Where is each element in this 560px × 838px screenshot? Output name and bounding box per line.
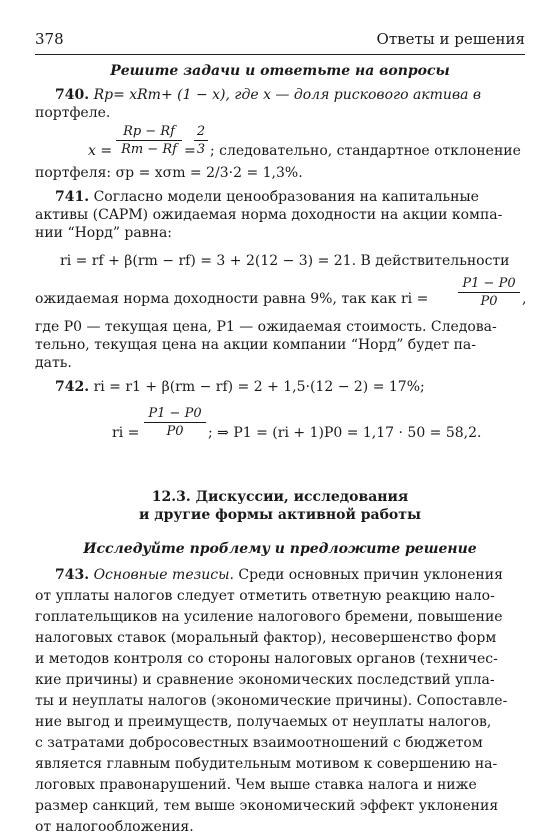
formula-x-fraction [116, 124, 182, 157]
problem-741-label: 741. [55, 189, 90, 205]
problem-740-line2: портфеле. [35, 105, 111, 121]
page-header [35, 30, 525, 50]
problem-741-comma: , [522, 291, 527, 307]
problem-743-line: и методов контроля со стороны налоговых органов (техничес- [35, 651, 498, 667]
problem-740-line3: ; следовательно, стандартное отклонение [210, 143, 521, 159]
problem-741-line7: тельно, текущая цена на акции компании “Норд” будет па- [35, 337, 476, 353]
running-title: Ответы и решения [376, 30, 525, 48]
formula-equals: = [184, 143, 196, 159]
problem-743-line: от уплаты налогов следует отметить ответную реакцию нало- [35, 588, 495, 604]
problem-741-line6: где P0 — текущая цена, P1 — ожидаемая стоимость. Следова- [35, 319, 497, 335]
problem-743-line1: 743. Основные тезисы. Среди основных причин уклонения [55, 567, 503, 583]
problem-741-line1: 741. Согласно модели ценообразования на капитальные [55, 189, 479, 205]
problem-743-line: ние выгод и преимуществ, получаемых от неуплаты налогов, [35, 714, 492, 730]
problem-743-lead: Основные тезисы. [93, 567, 234, 583]
problem-742-line1: 742. ri = r1 + β(rm − rf) = 2 + 1,5·(12 − 2) = 17%; [55, 379, 425, 395]
problem-743-line: налоговых ставок (моральный фактор), несовершенство форм [35, 630, 497, 646]
problem-743-line: кие причины) и сравнение экономических последствий упла- [35, 672, 495, 688]
subsection-title-line2: и другие формы активной работы [139, 507, 421, 523]
subsection-title-line1: 12.3. Дискуссии, исследования [151, 489, 409, 505]
problem-743-line: логовых правонарушений. Чем выше ставка налога и ниже [35, 777, 477, 793]
problem-740-text: Rp= xRm+ (1 − x), где x — доля рискового актива в [93, 87, 482, 103]
formula-two-thirds: 2 3 [194, 124, 208, 157]
problem-742-label: 742. [55, 379, 90, 395]
problem-742-lhs: ri = [112, 425, 140, 441]
section-heading: Решите задачи и ответьте на вопросы [110, 63, 450, 79]
problem-741-line8: дать. [35, 355, 72, 371]
problem-740-line1 [35, 86, 525, 104]
problem-743-line: размер санкций, тем выше экономический эффект уклонения [35, 798, 499, 814]
problem-743-label: 743. [55, 567, 90, 583]
problem-740-label: 740. [55, 87, 90, 103]
page-number: 378 [35, 30, 64, 48]
subheading: Исследуйте проблему и предложите решение [83, 541, 477, 557]
problem-742-fraction: P1 − P0 P0 [144, 406, 206, 439]
problem-741-line5: ожидаемая норма доходности равна 9%, так как ri = [35, 291, 429, 307]
problem-740-line4: портфеля: σp = xσm = 2/3·2 = 1,3%. [35, 165, 303, 181]
problem-743-line: с затратами добросовестных взаимоотношений с бюджетом [35, 735, 483, 751]
problem-742-rhs: ; ⇒ P1 = (ri + 1)P0 = 1,17 · 50 = 58,2. [208, 425, 482, 441]
problem-743-line: гоплательщиков на усиление налогового бремени, повышение [35, 609, 503, 625]
problem-741-formula: ri = rf + β(rm − rf) = 3 + 2(12 − 3) = 21. В действительности [60, 253, 510, 269]
formula-x-lhs: x = [88, 143, 113, 159]
fraction-numerator: Rp − Rf [123, 124, 175, 139]
header-rule [35, 54, 525, 55]
problem-743-line: является главным побудительным мотивом к совершению на- [35, 756, 498, 772]
return-fraction: P1 − P0 P0 [458, 276, 520, 309]
fraction-denominator: Rm − Rf [121, 142, 177, 157]
problem-743-line: ты и неуплаты налогов (экономические причины). Сопоставле- [35, 693, 508, 709]
problem-743-line: от налогообложения. [35, 819, 194, 835]
problem-741-line3: нии “Норд” равна: [35, 225, 173, 241]
problem-741-line2: активы (CAPM) ожидаемая норма доходности на акции компа- [35, 207, 503, 223]
